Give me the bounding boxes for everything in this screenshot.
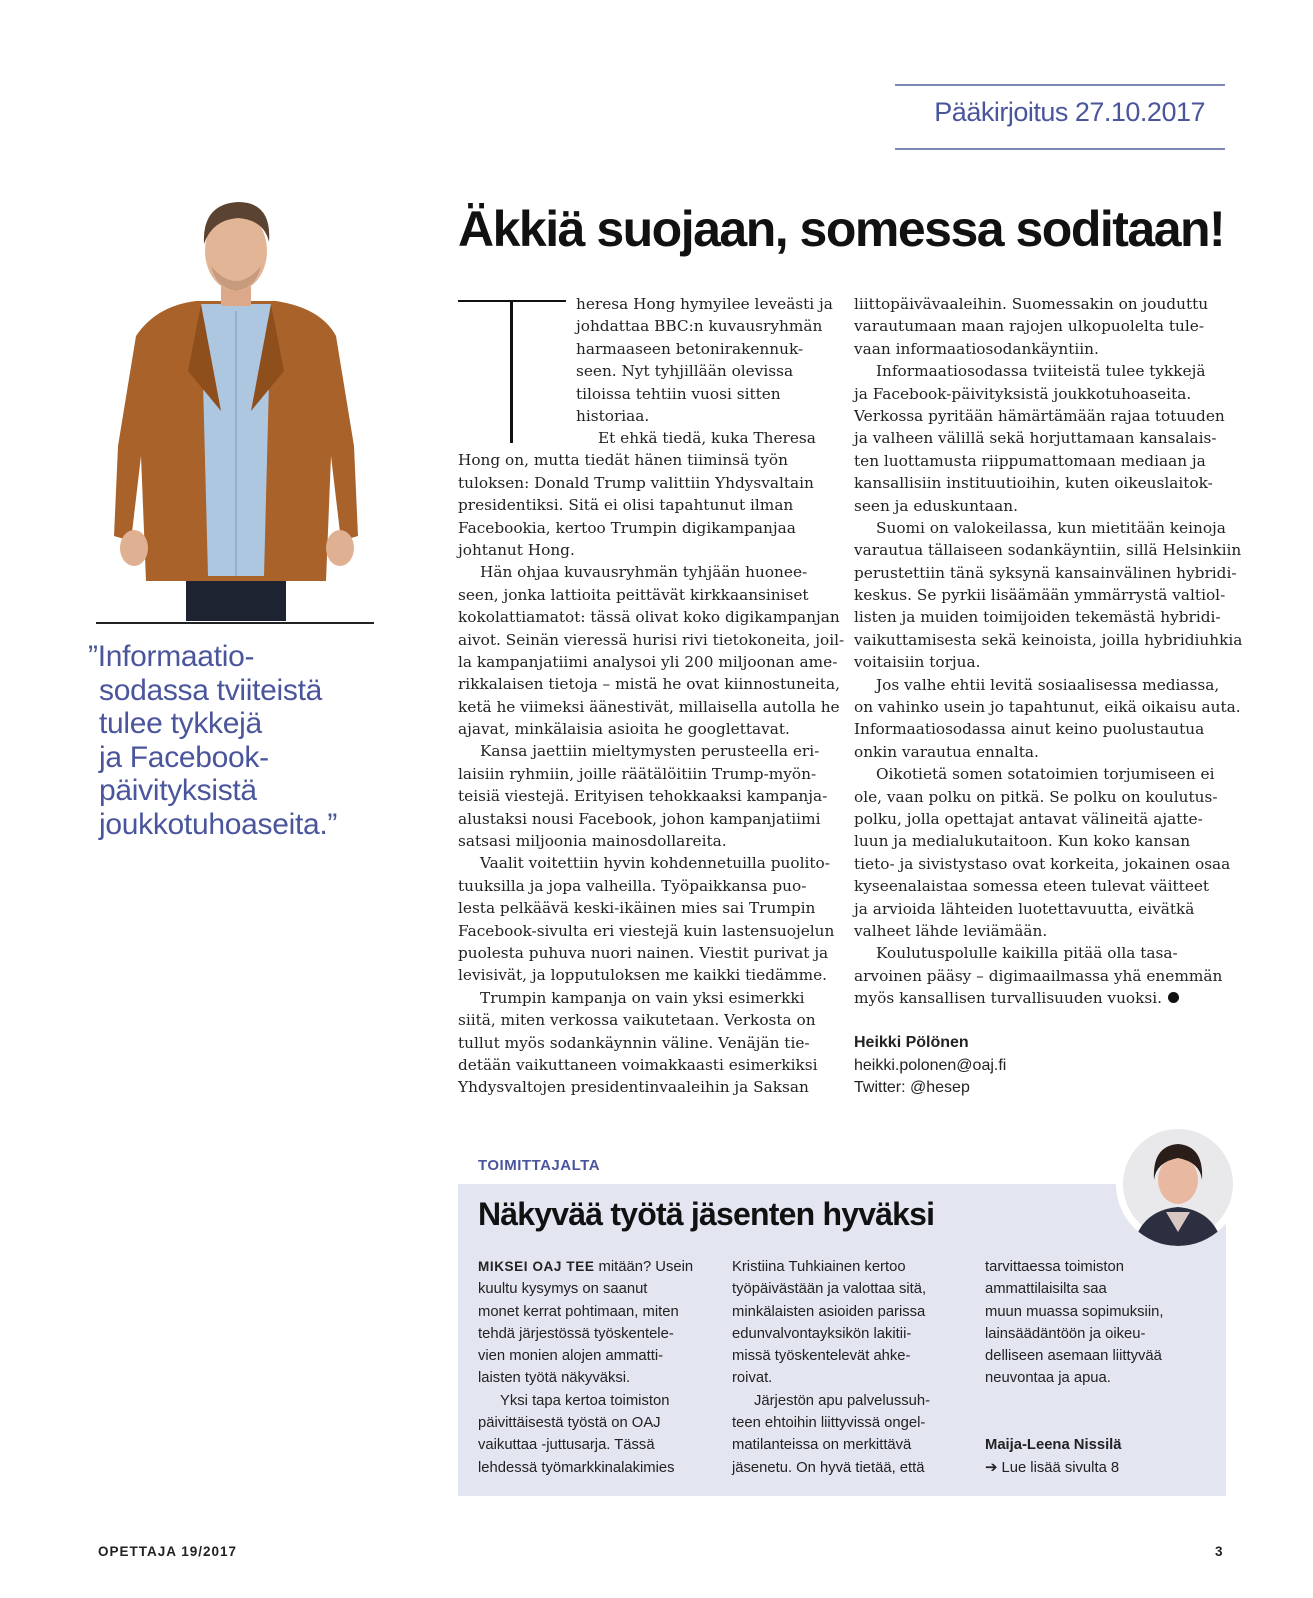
body-line: varautumaan maan rajojen ulkopuolelta tule- bbox=[854, 317, 1205, 336]
body-line: presidentiksi. Sitä ei olisi tapahtunut ilman bbox=[458, 496, 794, 515]
box-line: minkälaisten asioiden parissa bbox=[732, 1303, 926, 1320]
body-line: ten luottamusta riippumattomaan mediaan ja bbox=[854, 451, 1206, 470]
body-line: aivot. Seinän vieressä hurisi rivi tietokoneita, joil- bbox=[458, 630, 845, 649]
body-line: Oikotietä somen sotatoimien torjumiseen ei bbox=[876, 765, 1215, 784]
body-line: teisiä viestejä. Erityisen tehokkaaksi kampanja- bbox=[458, 787, 828, 806]
headline: Äkkiä suojaan, somessa soditaan! bbox=[458, 201, 1225, 257]
body-line: ja valheen välillä sekä horjuttamaan kansalais- bbox=[854, 429, 1217, 448]
editor-column-3 bbox=[985, 1256, 1163, 1479]
body-line: Vaalit voitettiin hyvin kohdennetuilla puolito- bbox=[480, 854, 830, 873]
body-line: polku, jolla opettajat antavat välineitä ajatte- bbox=[854, 809, 1203, 828]
pull-quote-line: ”Informaatio- bbox=[88, 640, 255, 673]
body-line: liittopäivävaaleihin. Suomessakin on jouduttu bbox=[854, 295, 1209, 313]
body-line: seen ja eduskuntaan. bbox=[854, 496, 1019, 515]
body-line: luun ja medialukutaitoon. Kun koko kansan bbox=[854, 832, 1191, 851]
page-number: 3 bbox=[1215, 1544, 1223, 1559]
body-line: puolesta puhuva nuori nainen. Viestit purivat ja bbox=[458, 943, 829, 962]
pull-quote-line: ja Facebook- bbox=[99, 740, 269, 774]
body-line: harmaaseen betonirakennuk- bbox=[576, 339, 804, 358]
pull-quote bbox=[88, 640, 388, 841]
body-line: levisivät, ja lopputuloksen me kaikki tiedämme. bbox=[458, 966, 828, 985]
body-line: Trumpin kampanja on vain yksi esimerkki bbox=[480, 988, 805, 1007]
body-line: tiloissa tehtiin vuosi sitten bbox=[576, 384, 781, 403]
body-line: detään vaikuttaneen voimakkaasti esimerkiksi bbox=[458, 1055, 818, 1074]
box-spacer bbox=[985, 1412, 1163, 1434]
box-line: Järjestön apu palvelussuh- bbox=[754, 1392, 931, 1409]
author-name: Heikki Pölönen bbox=[854, 1034, 969, 1051]
editor-signature: Maija-Leena Nissilä bbox=[985, 1437, 1122, 1454]
box-line: jäsenetu. On hyvä tietää, että bbox=[732, 1459, 925, 1476]
body-line-last bbox=[854, 987, 1242, 1009]
box-line: vaikuttaa -juttusarja. Tässä bbox=[478, 1437, 655, 1454]
body-line: keskus. Se pyrkii lisäämään ymmärrystä valtiol- bbox=[854, 586, 1226, 605]
box-spacer bbox=[985, 1390, 1163, 1412]
box-line: missä työskentelevät ahke- bbox=[732, 1348, 911, 1365]
section-bottom-rule bbox=[895, 148, 1225, 150]
end-bullet-icon bbox=[1168, 992, 1179, 1003]
editor-avatar bbox=[1116, 1122, 1240, 1246]
box-line: työpäivästään ja valottaa sitä, bbox=[732, 1281, 927, 1298]
editor-column-1 bbox=[478, 1256, 693, 1479]
body-line: Hong on, mutta tiedät hänen tiiminsä työn bbox=[458, 451, 788, 470]
box-line: teen ehtoihin liittyvissä ongel- bbox=[732, 1415, 926, 1432]
article-column-2 bbox=[854, 293, 1242, 1010]
body-line: lesta pelkäävä keski-ikäinen mies sai Trumpin bbox=[458, 899, 816, 918]
box-line: edunvalvontayksikön lakitii- bbox=[732, 1325, 912, 1342]
body-line: tuloksen: Donald Trump valittiin Yhdysvaltain bbox=[458, 473, 814, 492]
body-line: Kansa jaettiin mieltymysten perusteella eri- bbox=[480, 742, 820, 761]
body-line: perustettiin tänä syksynä kansainvälinen hybridi- bbox=[854, 563, 1237, 582]
body-line: kokolattiamatot: tässä olivat koko digikampanjan bbox=[458, 608, 840, 627]
body-line: listen ja muiden toimijoiden tekemästä hybridi- bbox=[854, 608, 1221, 627]
body-line: la kampanjatiimi analysoi yli 200 miljoonan ame- bbox=[458, 652, 838, 671]
box-line: matilanteissa on merkittävä bbox=[732, 1437, 912, 1454]
author-portrait bbox=[96, 196, 376, 621]
body-line: Jos valhe ehtii levitä sosiaalisessa mediassa, bbox=[876, 675, 1220, 694]
box-line: vien monien alojen ammatti- bbox=[478, 1348, 664, 1365]
box-line: Yksi tapa kertoa toimiston bbox=[500, 1392, 670, 1409]
read-more-link[interactable]: ➔ Lue lisää sivulta 8 bbox=[985, 1459, 1120, 1476]
body-line: Hän ohjaa kuvausryhmän tyhjään huonee- bbox=[480, 563, 808, 582]
dropcap-t-stem bbox=[510, 301, 513, 443]
box-line: roivat. bbox=[732, 1370, 773, 1387]
body-line: ketä he viimeksi äänestivät, millaisella autolla he bbox=[458, 697, 840, 716]
body-line: siitä, miten verkossa vaikutetaan. Verkosta on bbox=[458, 1011, 816, 1030]
body-line: seen. Nyt tyhjillään olevissa bbox=[576, 362, 794, 381]
body-line: seen, jonka lattioita peittävät kirkkaansiniset bbox=[458, 585, 809, 604]
box-line bbox=[478, 1256, 693, 1278]
box-line: Kristiina Tuhkiainen kertoo bbox=[732, 1259, 906, 1275]
box-line: muun muassa sopimuksiin, bbox=[985, 1303, 1164, 1320]
body-line: satsasi miljoonia mainosdollareita. bbox=[458, 832, 727, 851]
box-line: lainsäädäntöön ja oikeu- bbox=[985, 1325, 1146, 1342]
article-column-1 bbox=[458, 427, 844, 1099]
box-line: laisten työtä näkyväksi. bbox=[478, 1370, 631, 1387]
pull-quote-line: sodassa tviiteistä bbox=[99, 673, 323, 707]
box-line: monet kerrat pohtimaan, miten bbox=[478, 1303, 679, 1320]
body-line: arvoinen pääsy – digimaailmassa yhä enemmän bbox=[854, 966, 1223, 985]
body-line: alustaksi nousi Facebook, johon kampanjatiimi bbox=[458, 809, 821, 828]
pull-quote-line: tulee tykkejä bbox=[99, 707, 262, 740]
body-line: tieto- ja sivistystaso ovat korkeita, jokainen osaa bbox=[854, 854, 1231, 873]
body-line: tuuksilla ja jopa valheilla. Työpaikkansa puo- bbox=[458, 876, 807, 895]
box-line: tehdä järjestössä työskentele- bbox=[478, 1325, 674, 1342]
body-line: ajavat, minkälaisia asioita he googlettavat. bbox=[458, 720, 790, 739]
box-line: neuvontaa ja apua. bbox=[985, 1370, 1111, 1387]
article-column-1-wrap bbox=[576, 293, 833, 427]
body-line: ole, vaan polku on pitkä. Se polku on koulutus- bbox=[854, 787, 1218, 806]
editor-box-label: TOIMITTAJALTA bbox=[478, 1157, 601, 1174]
box-line: kuultu kysymys on saanut bbox=[478, 1281, 648, 1298]
box-line: tarvittaessa toimiston bbox=[985, 1259, 1124, 1275]
body-line: Et ehkä tiedä, kuka Theresa bbox=[598, 429, 816, 447]
body-line: voitaisiin torjua. bbox=[854, 653, 981, 672]
author-email[interactable]: heikki.polonen@oaj.fi bbox=[854, 1056, 1007, 1074]
body-line: vaan informaatiosodankäyntiin. bbox=[854, 339, 1099, 358]
body-line: Suomi on valokeilassa, kun mietitään keinoja bbox=[876, 518, 1226, 537]
body-line: Koulutuspolulle kaikilla pitää olla tasa- bbox=[876, 944, 1178, 963]
section-top-rule bbox=[895, 84, 1225, 86]
body-line: ja arvioida lähteiden luotettavuutta, eivätkä bbox=[854, 899, 1195, 918]
body-line: johtanut Hong. bbox=[458, 540, 575, 559]
body-line: Verkossa pyritään hämärtämään rajaa totuuden bbox=[854, 406, 1225, 425]
body-line: onkin varautua ennalta. bbox=[854, 742, 1039, 761]
body-line: historiaa. bbox=[576, 406, 650, 425]
body-line: varautua tällaiseen sodankäyntiin, sillä Helsinkiin bbox=[854, 541, 1242, 560]
pull-quote-line: joukkotuhoaseita.” bbox=[99, 807, 338, 841]
publication-footer: OPETTAJA 19/2017 bbox=[98, 1544, 238, 1559]
author-twitter[interactable]: Twitter: @hesep bbox=[854, 1079, 970, 1096]
box-line-text: mitään? Usein bbox=[594, 1259, 694, 1275]
body-line: heresa Hong hymyilee leveästi ja bbox=[576, 295, 833, 313]
body-line: kyseenalaistaa somessa eteen tulevat väitteet bbox=[854, 877, 1210, 896]
body-line-text: myös kansallisen turvallisuuden vuoksi. bbox=[854, 989, 1163, 1008]
body-line: Yhdysvaltojen presidentinvaaleihin ja Saksan bbox=[458, 1078, 809, 1097]
body-line: Informaatiosodassa tviiteistä tulee tykkejä bbox=[876, 362, 1206, 381]
editor-column-2 bbox=[732, 1256, 930, 1479]
body-line: vaikuttamisesta sekä keinoista, joilla hybridiuhkia bbox=[854, 630, 1243, 649]
box-lead: MIKSEI OAJ TEE bbox=[478, 1259, 595, 1274]
portrait-rule bbox=[96, 622, 374, 624]
pull-quote-line: päivityksistä bbox=[99, 774, 257, 807]
section-title: Pääkirjoitus 27.10.2017 bbox=[934, 97, 1205, 127]
body-line: kansallisiin instituutioihin, kuten oikeuslaitok- bbox=[854, 474, 1213, 493]
box-line: lehdessä työmarkkinalakimies bbox=[478, 1459, 675, 1476]
body-line: tullut myös sodankäynnin väline. Venäjän tie- bbox=[458, 1033, 810, 1052]
body-line: valheet lähde leviämään. bbox=[854, 921, 1048, 940]
body-line: Facebook-sivulta eri viestejä kuin lastensuojelun bbox=[458, 921, 835, 940]
box-line: päivittäisestä työstä on OAJ bbox=[478, 1415, 661, 1432]
body-line: Facebookia, kertoo Trumpin digikampanjaa bbox=[458, 518, 796, 537]
box-line: ammattilaisilta saa bbox=[985, 1281, 1107, 1298]
body-line: laisiin ryhmiin, joille räätälöitiin Trump-myön- bbox=[458, 764, 817, 783]
editor-box-title: Näkyvää työtä jäsenten hyväksi bbox=[478, 1196, 935, 1232]
author-signature bbox=[854, 1032, 1006, 1100]
body-line: Informaatiosodassa ainut keino puolustautua bbox=[854, 720, 1205, 739]
box-line: delliseen asemaan liittyvää bbox=[985, 1348, 1162, 1365]
body-line: johdattaa BBC:n kuvausryhmän bbox=[576, 317, 823, 336]
body-line: on vahinko usein jo tapahtunut, eikä oikaisu auta. bbox=[854, 698, 1241, 717]
body-line: rikkalaisen tietoja – mistä he ovat kiinnostuneita, bbox=[458, 675, 840, 694]
body-line: ja Facebook-päivityksistä joukkotuhoaseita. bbox=[854, 384, 1192, 403]
